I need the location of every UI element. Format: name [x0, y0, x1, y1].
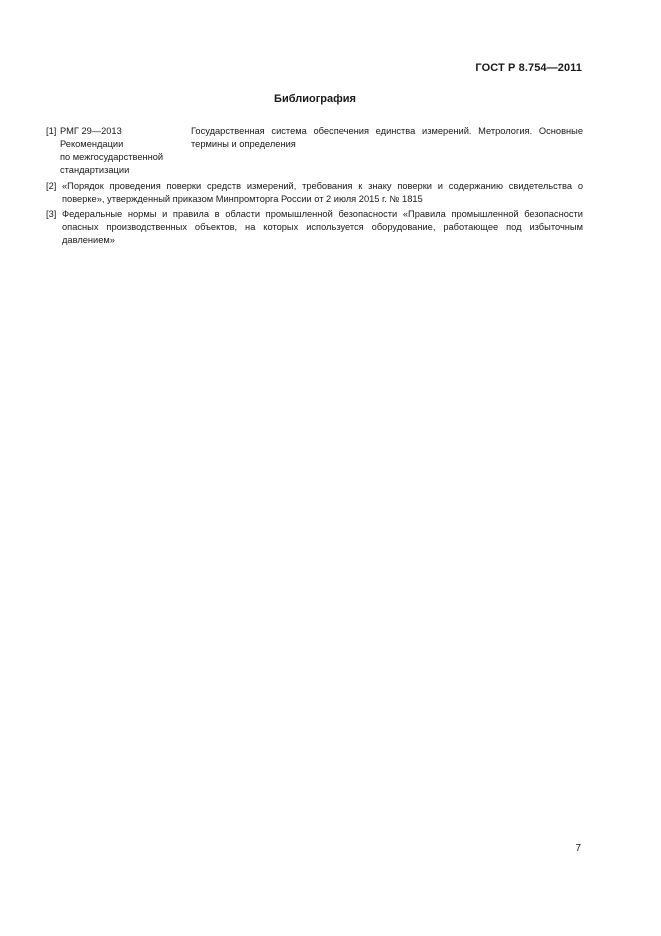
entry-reference	[60, 125, 185, 177]
entry-number: [2]	[46, 181, 57, 191]
entry-text: Федеральные нормы и правила в области промышленной безопасности «Правила промышленной безопасности опасных производственных объектов, на которых используется оборудование, работающее под избыточным давлением»	[62, 209, 583, 245]
document-code: ГОСТ Р 8.754—2011	[475, 62, 582, 74]
reference-type-end: стандартизации	[60, 165, 130, 175]
bibliography-entry-2	[46, 180, 583, 206]
entry-number: [3]	[46, 209, 57, 219]
entry-text: «Порядок проведения поверки средств измерений, требования к знаку поверки и содержанию свидетельства о поверке», утвержденный приказом Минпромторга России от 2 июля 2015 г. № 1815	[62, 181, 583, 204]
reference-type-cont: по межгосударственной	[60, 152, 164, 162]
page-number: 7	[575, 843, 581, 854]
reference-type: Рекомендации	[60, 139, 124, 149]
bibliography-entry-3	[46, 208, 583, 247]
entry-description: Государственная система обеспечения единства измерений. Метрология. Основные термины и определения	[191, 126, 583, 149]
section-title: Библиография	[274, 93, 356, 105]
entry-number: [1]	[46, 126, 57, 136]
reference-code: РМГ 29—2013	[60, 126, 122, 136]
